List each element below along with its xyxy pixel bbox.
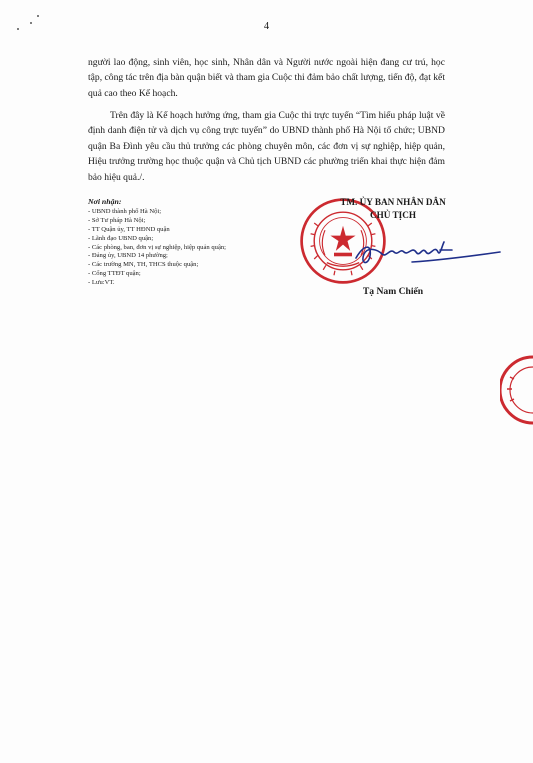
- recipient-item: - Sở Tư pháp Hà Nội;: [88, 216, 146, 224]
- edge-seal-fragment: [500, 355, 533, 425]
- recipient-item: - Lưu:VT.: [88, 279, 115, 287]
- signing-authority: TM. ỦY BAN NHÂN DÂN: [340, 197, 446, 207]
- recipient-item: - Các trường MN, TH, THCS thuộc quận;: [88, 261, 199, 269]
- recipient-item: - UBND thành phố Hà Nội;: [88, 207, 162, 215]
- recipient-item: - Cổng TTĐT quận;: [88, 270, 141, 278]
- scan-speck: [37, 15, 39, 17]
- recipients-list: [88, 198, 303, 288]
- page-number: 4: [263, 21, 270, 32]
- recipient-item: - Lãnh đạo UBND quận;: [88, 234, 154, 242]
- recipient-item: - Đảng ủy, UBND 14 phường;: [88, 252, 168, 260]
- paragraph-continuation: người lao động, sinh viên, học sinh, Nhân dân và Người nước ngoài hiện đang cư trú, học tập, công tác trên địa bàn quận biết và tham gia Cuộc thi đảm bảo chất lượng, tiến độ, đạt kết quả cao theo Kế hoạch.: [88, 57, 445, 99]
- signer-title: CHỦ TỊCH: [369, 209, 417, 220]
- recipient-item: - TT Quận ủy, TT HĐND quận: [88, 225, 170, 233]
- paragraph-closing: Trên đây là Kế hoạch hưởng ứng, tham gia Cuộc thi trực tuyến “Tìm hiểu pháp luật về định danh điện tử và dịch vụ công trực tuyến” do UBND thành phố Hà Nội tổ chức; UBND quận Ba Đình yêu cầu thủ trưởng các phòng chuyên môn, các đơn vị sự nghiệp, hiệp quản, Hiệu trưởng trường học thuộc quận và Chủ tịch UBND các phường triển khai thực hiện đảm bảo hiệu quả./.: [88, 110, 445, 183]
- recipients-title: Nơi nhận:: [88, 197, 122, 206]
- handwritten-signature: [352, 236, 502, 270]
- signer-name: Tạ Nam Chiến: [362, 286, 424, 297]
- signature-block: [318, 196, 468, 221]
- recipient-item: - Các phòng, ban, đơn vị sự nghiệp, hiệp quản quận;: [88, 243, 226, 251]
